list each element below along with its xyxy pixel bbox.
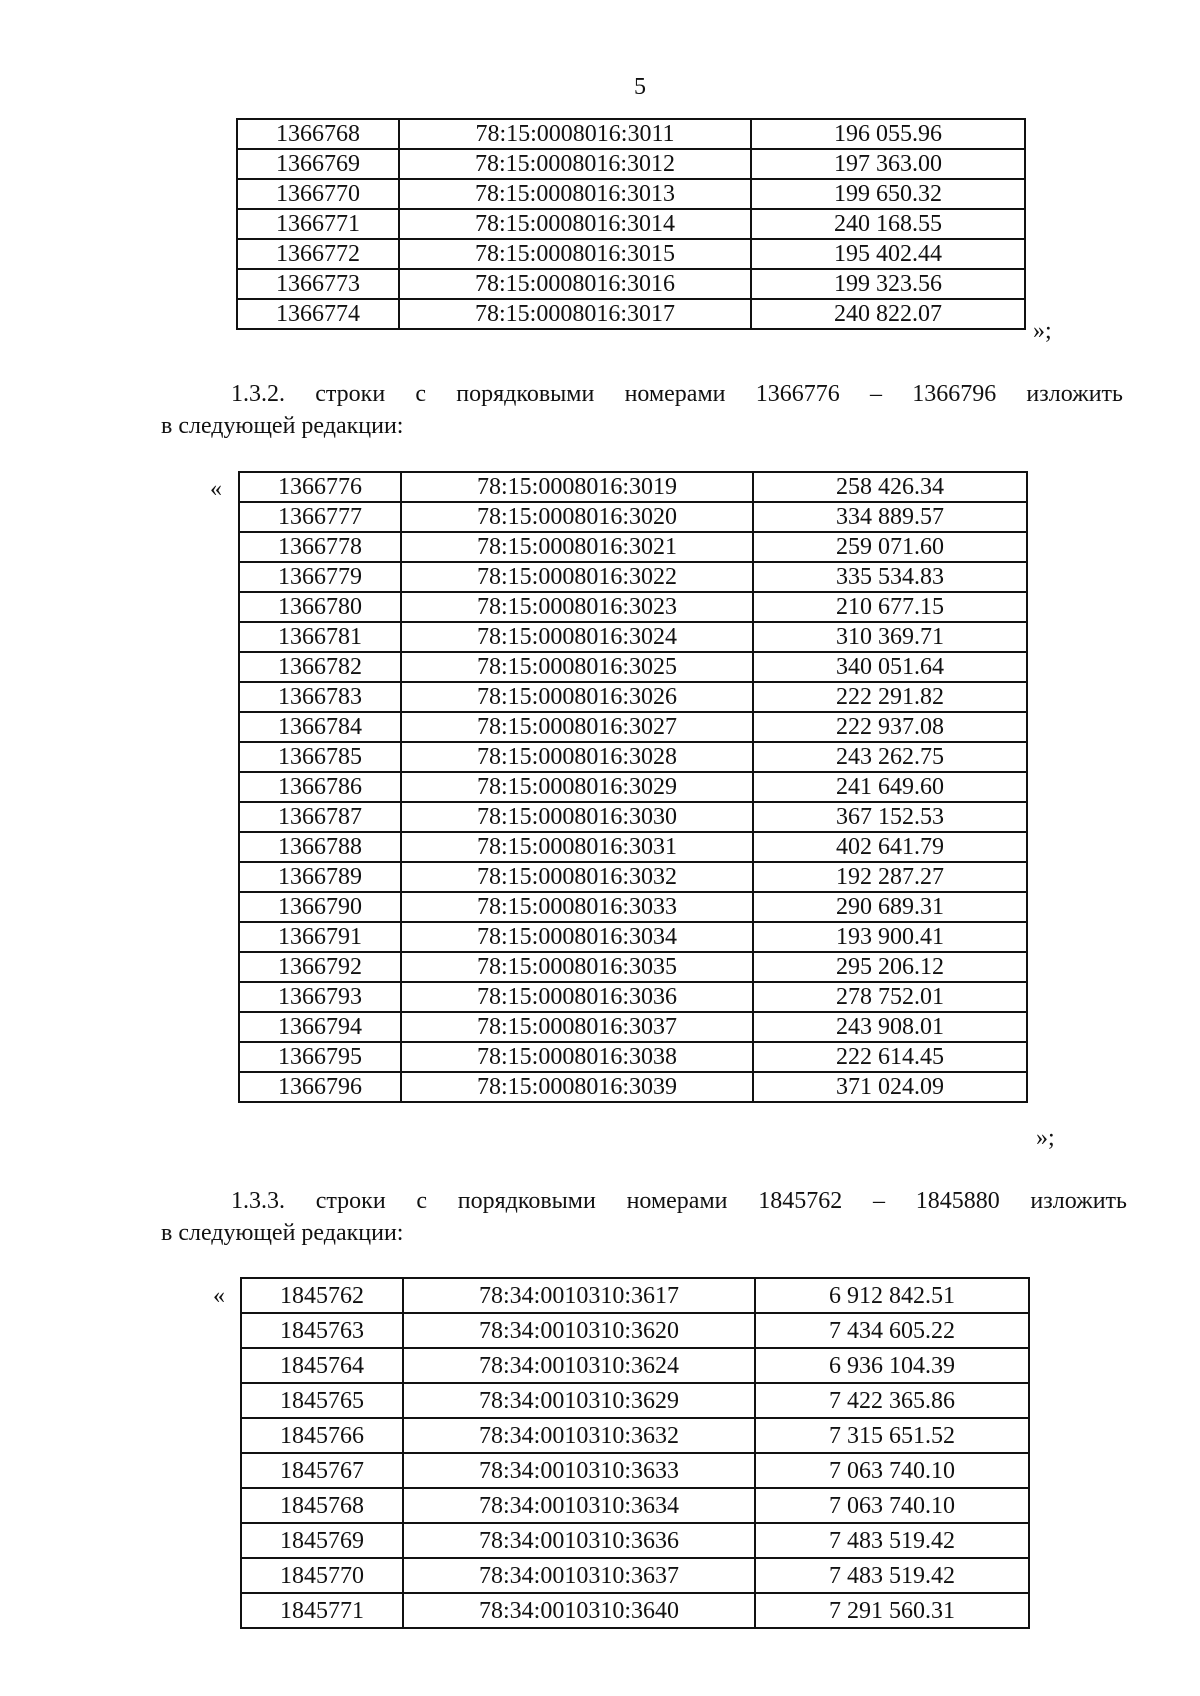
value-cell: 241 649.60 xyxy=(753,772,1027,802)
value-cell: 210 677.15 xyxy=(753,592,1027,622)
cadastral-number-cell: 78:15:0008016:3016 xyxy=(399,269,751,299)
value-cell: 222 937.08 xyxy=(753,712,1027,742)
cadastral-number-cell: 78:15:0008016:3039 xyxy=(401,1072,753,1102)
paragraph-word: порядковыми xyxy=(456,381,595,407)
table-row xyxy=(237,299,1025,329)
value-cell: 243 262.75 xyxy=(753,742,1027,772)
table-row xyxy=(241,1558,1029,1593)
value-cell: 7 063 740.10 xyxy=(755,1488,1029,1523)
value-cell: 310 369.71 xyxy=(753,622,1027,652)
row-number-cell: 1366770 xyxy=(237,179,399,209)
cadastral-number-cell: 78:15:0008016:3015 xyxy=(399,239,751,269)
table-row xyxy=(241,1313,1029,1348)
paragraph-1-3-2-line-1 xyxy=(161,378,1123,410)
table-2-close-quote: »; xyxy=(1036,1125,1055,1151)
cadastral-number-cell: 78:15:0008016:3017 xyxy=(399,299,751,329)
row-number-cell: 1366794 xyxy=(239,1012,401,1042)
value-cell: 7 063 740.10 xyxy=(755,1453,1029,1488)
cadastral-number-cell: 78:34:0010310:3617 xyxy=(403,1278,755,1313)
value-cell: 7 434 605.22 xyxy=(755,1313,1029,1348)
value-cell: 295 206.12 xyxy=(753,952,1027,982)
section-number: 1.3.2. xyxy=(231,381,285,407)
cadastral-number-cell: 78:15:0008016:3025 xyxy=(401,652,753,682)
cadastral-number-cell: 78:15:0008016:3019 xyxy=(401,472,753,502)
row-number-cell: 1366780 xyxy=(239,592,401,622)
table-row xyxy=(239,712,1027,742)
cadastral-number-cell: 78:15:0008016:3037 xyxy=(401,1012,753,1042)
row-number-cell: 1366795 xyxy=(239,1042,401,1072)
table-row xyxy=(237,149,1025,179)
table-row xyxy=(239,592,1027,622)
row-number-cell: 1366781 xyxy=(239,622,401,652)
table-row xyxy=(241,1593,1029,1628)
table-row xyxy=(239,1042,1027,1072)
row-number-cell: 1845766 xyxy=(241,1418,403,1453)
row-number-cell: 1366791 xyxy=(239,922,401,952)
paragraph-word: строки xyxy=(315,1188,386,1214)
section-number: 1.3.3. xyxy=(231,1188,285,1214)
paragraph-word: 1366796 xyxy=(912,381,997,407)
row-number-cell: 1845762 xyxy=(241,1278,403,1313)
row-number-cell: 1366793 xyxy=(239,982,401,1012)
table-row xyxy=(241,1418,1029,1453)
paragraph-1-3-2-line-2: в следующей редакции: xyxy=(161,413,404,439)
table-row xyxy=(239,682,1027,712)
row-number-cell: 1845769 xyxy=(241,1523,403,1558)
table-2-open-quote: « xyxy=(210,476,222,502)
cadastral-number-cell: 78:15:0008016:3029 xyxy=(401,772,753,802)
table-row xyxy=(241,1488,1029,1523)
table-row xyxy=(239,952,1027,982)
row-number-cell: 1366783 xyxy=(239,682,401,712)
value-cell: 6 936 104.39 xyxy=(755,1348,1029,1383)
value-cell: 195 402.44 xyxy=(751,239,1025,269)
row-number-cell: 1845765 xyxy=(241,1383,403,1418)
cadastral-number-cell: 78:34:0010310:3637 xyxy=(403,1558,755,1593)
value-cell: 278 752.01 xyxy=(753,982,1027,1012)
row-number-cell: 1845763 xyxy=(241,1313,403,1348)
table-row xyxy=(239,802,1027,832)
row-number-cell: 1366787 xyxy=(239,802,401,832)
value-cell: 290 689.31 xyxy=(753,892,1027,922)
cadastral-number-cell: 78:15:0008016:3021 xyxy=(401,532,753,562)
cadastral-number-cell: 78:34:0010310:3634 xyxy=(403,1488,755,1523)
cadastral-number-cell: 78:34:0010310:3633 xyxy=(403,1453,755,1488)
value-cell: 196 055.96 xyxy=(751,119,1025,149)
value-cell: 243 908.01 xyxy=(753,1012,1027,1042)
row-number-cell: 1366768 xyxy=(237,119,399,149)
table-row xyxy=(239,502,1027,532)
value-cell: 367 152.53 xyxy=(753,802,1027,832)
table-row xyxy=(239,892,1027,922)
table-row xyxy=(241,1453,1029,1488)
cadastral-number-cell: 78:15:0008016:3032 xyxy=(401,862,753,892)
value-cell: 371 024.09 xyxy=(753,1072,1027,1102)
paragraph-word: с xyxy=(415,381,427,407)
paragraph-word: строки xyxy=(315,381,386,407)
cadastral-number-cell: 78:15:0008016:3036 xyxy=(401,982,753,1012)
row-number-cell: 1366782 xyxy=(239,652,401,682)
value-cell: 7 483 519.42 xyxy=(755,1523,1029,1558)
table-3-open-quote: « xyxy=(213,1283,225,1309)
row-number-cell: 1366796 xyxy=(239,1072,401,1102)
cadastral-number-cell: 78:15:0008016:3028 xyxy=(401,742,753,772)
value-cell: 193 900.41 xyxy=(753,922,1027,952)
value-cell: 197 363.00 xyxy=(751,149,1025,179)
cadastral-number-cell: 78:15:0008016:3031 xyxy=(401,832,753,862)
row-number-cell: 1366778 xyxy=(239,532,401,562)
table-3 xyxy=(240,1277,1030,1629)
row-number-cell: 1366785 xyxy=(239,742,401,772)
paragraph-word: изложить xyxy=(1030,1188,1127,1214)
table-row xyxy=(239,742,1027,772)
value-cell: 240 168.55 xyxy=(751,209,1025,239)
table-1-close-quote: »; xyxy=(1033,318,1052,344)
paragraph-word: порядковыми xyxy=(457,1188,596,1214)
page-number: 5 xyxy=(634,74,646,100)
value-cell: 259 071.60 xyxy=(753,532,1027,562)
cadastral-number-cell: 78:15:0008016:3038 xyxy=(401,1042,753,1072)
row-number-cell: 1845764 xyxy=(241,1348,403,1383)
table-row xyxy=(239,532,1027,562)
table-row xyxy=(241,1383,1029,1418)
cadastral-number-cell: 78:34:0010310:3636 xyxy=(403,1523,755,1558)
value-cell: 7 315 651.52 xyxy=(755,1418,1029,1453)
paragraph-word: – xyxy=(872,1188,885,1214)
value-cell: 6 912 842.51 xyxy=(755,1278,1029,1313)
row-number-cell: 1366772 xyxy=(237,239,399,269)
value-cell: 7 291 560.31 xyxy=(755,1593,1029,1628)
cadastral-number-cell: 78:15:0008016:3012 xyxy=(399,149,751,179)
paragraph-word: 1366776 xyxy=(755,381,840,407)
value-cell: 240 822.07 xyxy=(751,299,1025,329)
row-number-cell: 1366792 xyxy=(239,952,401,982)
table-row xyxy=(237,119,1025,149)
value-cell: 258 426.34 xyxy=(753,472,1027,502)
cadastral-number-cell: 78:34:0010310:3629 xyxy=(403,1383,755,1418)
paragraph-word: изложить xyxy=(1026,381,1123,407)
table-row xyxy=(239,832,1027,862)
row-number-cell: 1845771 xyxy=(241,1593,403,1628)
cadastral-number-cell: 78:15:0008016:3026 xyxy=(401,682,753,712)
row-number-cell: 1845770 xyxy=(241,1558,403,1593)
table-row xyxy=(239,562,1027,592)
table-row xyxy=(237,209,1025,239)
row-number-cell: 1366789 xyxy=(239,862,401,892)
cadastral-number-cell: 78:15:0008016:3014 xyxy=(399,209,751,239)
cadastral-number-cell: 78:15:0008016:3013 xyxy=(399,179,751,209)
cadastral-number-cell: 78:15:0008016:3024 xyxy=(401,622,753,652)
table-row xyxy=(239,622,1027,652)
cadastral-number-cell: 78:15:0008016:3023 xyxy=(401,592,753,622)
cadastral-number-cell: 78:15:0008016:3033 xyxy=(401,892,753,922)
table-row xyxy=(241,1278,1029,1313)
paragraph-1-3-3-line-1 xyxy=(161,1185,1127,1217)
value-cell: 222 614.45 xyxy=(753,1042,1027,1072)
table-row xyxy=(237,239,1025,269)
value-cell: 335 534.83 xyxy=(753,562,1027,592)
paragraph-word: 1845880 xyxy=(915,1188,1000,1214)
row-number-cell: 1366774 xyxy=(237,299,399,329)
paragraph-1-3-3-line-2: в следующей редакции: xyxy=(161,1220,404,1246)
table-row xyxy=(241,1348,1029,1383)
table-row xyxy=(239,1072,1027,1102)
row-number-cell: 1366790 xyxy=(239,892,401,922)
row-number-cell: 1366777 xyxy=(239,502,401,532)
value-cell: 402 641.79 xyxy=(753,832,1027,862)
paragraph-1-3-2 xyxy=(161,378,1123,442)
cadastral-number-cell: 78:34:0010310:3624 xyxy=(403,1348,755,1383)
table-row xyxy=(241,1523,1029,1558)
value-cell: 334 889.57 xyxy=(753,502,1027,532)
row-number-cell: 1366771 xyxy=(237,209,399,239)
table-row xyxy=(237,269,1025,299)
row-number-cell: 1845767 xyxy=(241,1453,403,1488)
cadastral-number-cell: 78:34:0010310:3640 xyxy=(403,1593,755,1628)
value-cell: 222 291.82 xyxy=(753,682,1027,712)
table-row xyxy=(239,982,1027,1012)
row-number-cell: 1366776 xyxy=(239,472,401,502)
value-cell: 192 287.27 xyxy=(753,862,1027,892)
row-number-cell: 1366773 xyxy=(237,269,399,299)
row-number-cell: 1366769 xyxy=(237,149,399,179)
table-row xyxy=(239,472,1027,502)
table-row xyxy=(239,922,1027,952)
value-cell: 340 051.64 xyxy=(753,652,1027,682)
value-cell: 199 323.56 xyxy=(751,269,1025,299)
paragraph-word: номерами xyxy=(626,1188,728,1214)
table-row xyxy=(239,862,1027,892)
paragraph-word: – xyxy=(869,381,882,407)
table-row xyxy=(237,179,1025,209)
table-2 xyxy=(238,471,1028,1103)
paragraph-word: номерами xyxy=(624,381,726,407)
cadastral-number-cell: 78:34:0010310:3632 xyxy=(403,1418,755,1453)
cadastral-number-cell: 78:15:0008016:3030 xyxy=(401,802,753,832)
value-cell: 7 422 365.86 xyxy=(755,1383,1029,1418)
table-1 xyxy=(236,118,1026,330)
cadastral-number-cell: 78:15:0008016:3011 xyxy=(399,119,751,149)
cadastral-number-cell: 78:15:0008016:3035 xyxy=(401,952,753,982)
cadastral-number-cell: 78:34:0010310:3620 xyxy=(403,1313,755,1348)
paragraph-word: 1845762 xyxy=(758,1188,843,1214)
row-number-cell: 1366788 xyxy=(239,832,401,862)
value-cell: 7 483 519.42 xyxy=(755,1558,1029,1593)
paragraph-word: с xyxy=(416,1188,428,1214)
cadastral-number-cell: 78:15:0008016:3034 xyxy=(401,922,753,952)
row-number-cell: 1366786 xyxy=(239,772,401,802)
row-number-cell: 1366779 xyxy=(239,562,401,592)
value-cell: 199 650.32 xyxy=(751,179,1025,209)
table-row xyxy=(239,1012,1027,1042)
cadastral-number-cell: 78:15:0008016:3027 xyxy=(401,712,753,742)
row-number-cell: 1845768 xyxy=(241,1488,403,1523)
row-number-cell: 1366784 xyxy=(239,712,401,742)
table-row xyxy=(239,772,1027,802)
paragraph-1-3-3 xyxy=(161,1185,1127,1249)
cadastral-number-cell: 78:15:0008016:3022 xyxy=(401,562,753,592)
cadastral-number-cell: 78:15:0008016:3020 xyxy=(401,502,753,532)
table-row xyxy=(239,652,1027,682)
